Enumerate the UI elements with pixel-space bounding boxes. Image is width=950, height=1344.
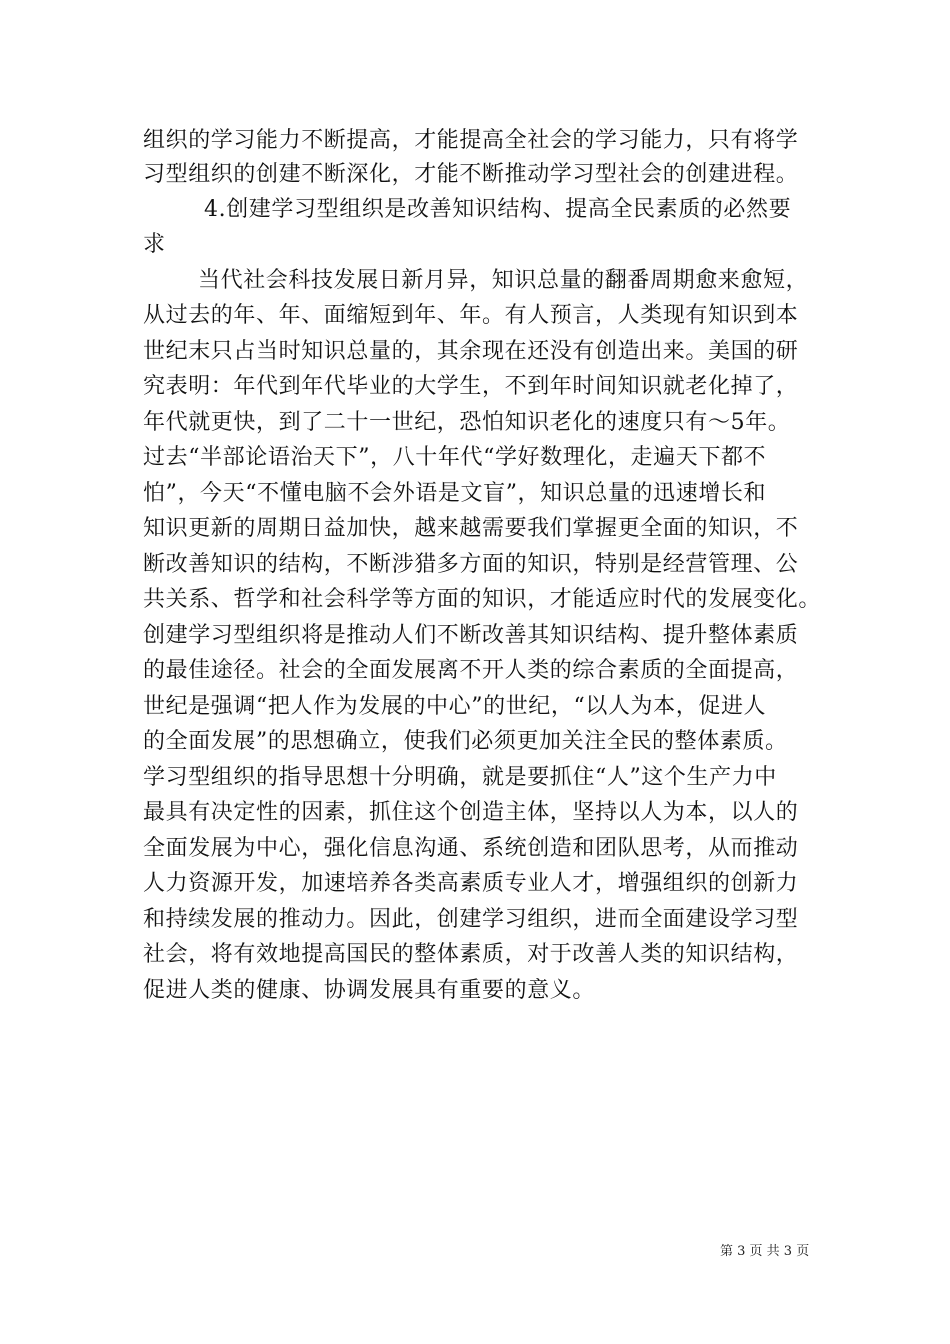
section-heading-continuation: 求 — [143, 232, 166, 257]
text-line: 从过去的年、年、面缩短到年、年。有人预言，人类现有知识到本 — [143, 303, 799, 328]
text-line: 的全面发展”的思想确立，使我们必须更加关注全民的整体素质。 — [143, 729, 788, 754]
text-line: 促进人类的健康、协调发展具有重要的意义。 — [143, 978, 596, 1003]
text-line: 知识更新的周期日益加快，越来越需要我们掌握更全面的知识，不 — [143, 516, 799, 541]
text-line: 怕”，今天“不懂电脑不会外语是文盲”，知识总量的迅速增长和 — [143, 481, 767, 506]
text-line: 学习型组织的指导思想十分明确，就是要抓住“人”这个生产力中 — [143, 765, 777, 790]
text-line: 全面发展为中心，强化信息沟通、系统创造和团队思考，从而推动 — [143, 836, 799, 861]
text-line: 究表明：年代到年代毕业的大学生，不到年时间知识就老化掉了， — [143, 374, 799, 399]
text-line: 和持续发展的推动力。因此，创建学习组织，进而全面建设学习型 — [143, 907, 799, 932]
text-line: 世纪末只占当时知识总量的，其余现在还没有创造出来。美国的研 — [143, 339, 799, 364]
page-number: 第 3 页 共 3 页 — [720, 1244, 810, 1259]
section-heading: 4.创建学习型组织是改善知识结构、提高全民素质的必然要 — [204, 197, 792, 222]
text-line: 断改善知识的结构，不断涉猎多方面的知识，特别是经营管理、公 — [143, 552, 799, 577]
text-line: 社会，将有效地提高国民的整体素质，对于改善人类的知识结构， — [143, 942, 799, 967]
text-line: 创建学习型组织将是推动人们不断改善其知识结构、提升整体素质 — [143, 623, 799, 648]
text-line: 习型组织的创建不断深化，才能不断推动学习型社会的创建进程。 — [143, 162, 799, 187]
text-line: 人力资源开发，加速培养各类高素质专业人才，增强组织的创新力 — [143, 871, 799, 896]
text-line: 最具有决定性的因素，抓住这个创造主体，坚持以人为本，以人的 — [143, 800, 799, 825]
text-line: 年代就更快，到了二十一世纪，恐怕知识老化的速度只有～5年。 — [143, 410, 791, 435]
text-line: 组织的学习能力不断提高，才能提高全社会的学习能力，只有将学 — [143, 128, 799, 153]
text-line: 世纪是强调“把人作为发展的中心”的世纪，“以人为本，促进人 — [143, 694, 767, 719]
paragraph-first-line: 当代社会科技发展日新月异，知识总量的翻番周期愈来愈短， — [198, 268, 809, 293]
text-line: 共关系、哲学和社会科学等方面的知识，才能适应时代的发展变化。 — [143, 587, 822, 612]
text-line: 的最佳途径。社会的全面发展离不开人类的综合素质的全面提高， — [143, 658, 799, 683]
text-line: 过去“半部论语治天下”，八十年代“学好数理化，走遍天下都不 — [143, 445, 767, 470]
